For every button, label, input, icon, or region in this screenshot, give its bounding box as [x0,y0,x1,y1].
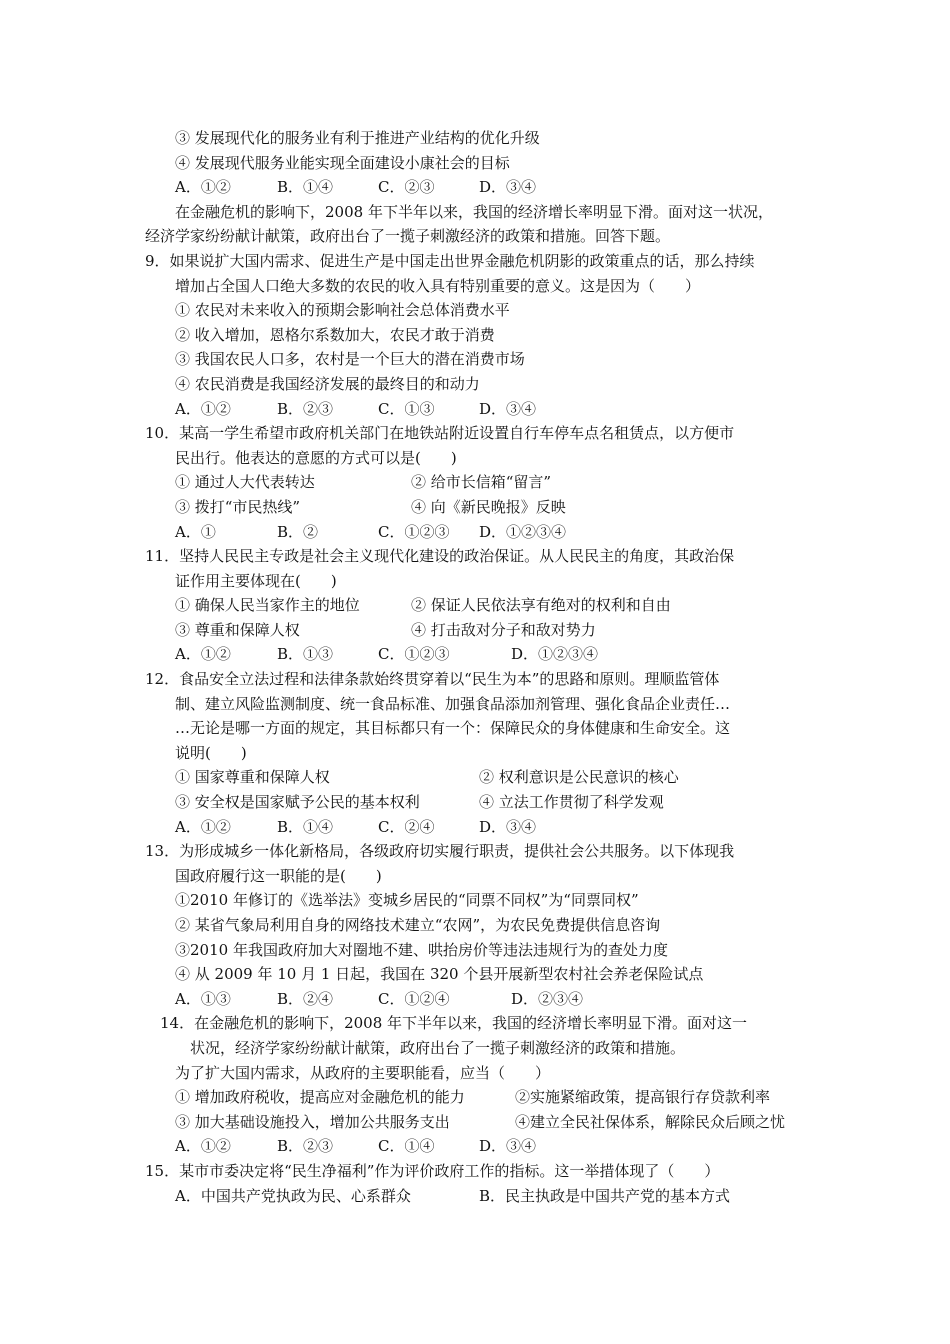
answer-c: C．①③ [378,399,435,418]
q14-options-row-2 [0,1110,950,1135]
answer-d: D．①②③④ [511,645,599,664]
q13-answers [0,987,950,1012]
q12-option-3: ③ 安全权是国家赋予公民的基本权利 [175,793,420,812]
answer-c: C．①②④ [378,989,450,1008]
q9-option-2: ② 收入增加，恩格尔系数加大，农民才敢于消费 [175,325,495,344]
q14-stem-2: 状况，经济学家纷纷献计献策，政府出台了一揽子刺激经济的政策和措施。 [190,1038,686,1057]
q14-option-4: ④建立全民社保体系，解除民众后顾之忧 [515,1112,786,1131]
q13-stem-2: 国政府履行这一职能的是( ) [175,866,382,885]
q9-option-4: ④ 农民消费是我国经济发展的最终目的和动力 [175,374,480,393]
q12-option-4: ④ 立法工作贯彻了科学发观 [479,793,664,812]
q10-options-row-2 [0,495,950,520]
answer-a: A．①② [175,1137,231,1156]
q10-option-1: ① 通过人大代表转达 [175,473,315,492]
answer-b: B．①③ [277,645,334,664]
q12-option-2: ② 权利意识是公民意识的核心 [479,768,679,787]
q11-options-row-2 [0,618,950,643]
q11-option-4: ④ 打击敌对分子和敌对势力 [411,620,596,639]
q10-answers [0,520,950,545]
answer-d: D．①②③④ [479,522,567,541]
q14-option-1: ① 增加政府税收，提高应对金融危机的能力 [175,1088,465,1107]
answer-b: B．②③ [277,399,334,418]
q9-option-1: ① 农民对未来收入的预期会影响社会总体消费水平 [175,301,510,320]
q8-option-3: ③ 发展现代化的服务业有利于推进产业结构的优化升级 [175,129,540,147]
q12-stem-4: 说明( ) [175,743,247,762]
q11-option-2: ② 保证人民依法享有绝对的权利和自由 [411,596,671,615]
q10-stem-1: 10．某高一学生希望市政府机关部门在地铁站附近设置自行车停车点名租赁点，以方便市 [145,424,735,443]
answer-c: C．②④ [378,817,435,836]
q11-options-row-1 [0,593,950,618]
q15-options-row-1 [0,1184,950,1209]
answer-c: C．②③ [378,178,435,197]
answer-a: A．①② [175,178,231,197]
answer-a: A．① [175,522,216,541]
q14-stem-1: 14．在金融危机的影响下，2008 年下半年以来，我国的经济增长率明显下滑。面对这一 [160,1014,748,1033]
q13-option-4: ④ 从 2009 年 10 月 1 日起，我国在 320 个县开展新型农村社会养老保险试点 [175,965,704,984]
answer-b: B．①④ [277,817,334,836]
answer-b: B．②③ [277,1137,334,1156]
answer-c: C．①④ [378,1137,435,1156]
q14-option-2: ②实施紧缩政策，提高银行存贷款利率 [515,1088,771,1107]
q10-option-2: ② 给市长信箱“留言” [411,473,552,492]
answer-a: A．①② [175,399,231,418]
answer-b: B．②④ [277,989,334,1008]
answer-a: A．①② [175,645,231,664]
q13-option-1: ①2010 年修订的《选举法》变城乡居民的“同票不同权”为“同票同权” [175,891,639,910]
q14-options-row-1 [0,1085,950,1110]
q9-stem-1: 9．如果说扩大国内需求、促进生产是中国走出世界金融危机阴影的政策重点的话，那么持续 [145,251,755,270]
q12-stem-1: 12．食品安全立法过程和法律条款始终贯穿着以“民生为本”的思路和原则。理顺监管体 [145,670,720,689]
answer-a: A．①② [175,817,231,836]
q13-stem-1: 13．为形成城乡一体化新格局，各级政府切实履行职责，提供社会公共服务。以下体现我 [145,842,735,861]
q13-option-2: ② 某省气象局利用自身的网络技术建立“农网”，为农民免费提供信息咨询 [175,916,661,934]
answer-d: D．③④ [479,817,537,836]
answer-d: D．③④ [479,1137,537,1156]
answer-b: B．② [277,522,319,541]
q12-option-1: ① 国家尊重和保障人权 [175,768,330,787]
q11-option-1: ① 确保人民当家作主的地位 [175,596,360,615]
q11-stem-2: 证作用主要体现在( ) [175,571,337,590]
q8-option-4: ④ 发展现代服务业能实现全面建设小康社会的目标 [175,153,510,172]
answer-d: D．③④ [479,178,537,197]
q10-options-row-1 [0,470,950,495]
q14-option-3: ③ 加大基础设施投入，增加公共服务支出 [175,1112,450,1131]
q11-option-3: ③ 尊重和保障人权 [175,620,300,639]
exam-page [0,126,950,1208]
q12-stem-3: …无论是哪一方面的规定，其目标都只有一个：保障民众的身体健康和生命安全。这 [175,719,731,738]
q15-option-b: B．民主执政是中国共产党的基本方式 [479,1186,731,1205]
q14-stem-3: 为了扩大国内需求，从政府的主要职能看，应当（ ） [175,1063,551,1082]
q10-option-3: ③ 拨打“市民热线” [175,497,301,516]
q15-option-a: A．中国共产党执政为民、心系群众 [175,1186,411,1205]
q9-option-3: ③ 我国农民人口多，农村是一个巨大的潜在消费市场 [175,350,525,369]
answer-a: A．①③ [175,989,231,1008]
q13-option-3: ③2010 年我国政府加大对圈地不建、哄抬房价等违法违规行为的查处力度 [175,940,668,959]
q10-option-4: ④ 向《新民晚报》反映 [411,497,566,516]
q11-stem-1: 11．坚持人民民主专政是社会主义现代化建设的政治保证。从人民民主的角度，其政治保 [145,547,735,566]
q10-stem-2: 民出行。他表达的意愿的方式可以是( ) [175,448,457,467]
intro-line-1: 在金融危机的影响下，2008 年下半年以来，我国的经济增长率明显下滑。面对这一状况， [175,202,773,221]
intro-line-2: 经济学家纷纷献计献策，政府出台了一揽子刺激经济的政策和措施。回答下题。 [145,227,671,246]
q12-stem-2: 制、建立风险监测制度、统一食品标准、加强食品添加剂管理、强化食品企业责任… [175,694,731,713]
q9-stem-2: 增加占全国人口绝大多数的农民的收入具有特别重要的意义。这是因为（ ） [175,276,701,295]
q12-options-row-2 [0,790,950,815]
answer-c: C．①②③ [378,522,450,541]
q9-answers [0,397,950,422]
q12-answers [0,815,950,840]
q15-stem-1: 15．某市市委决定将“民生净福利”作为评价政府工作的指标。这一举措体现了（ ） [145,1161,720,1180]
q12-options-row-1 [0,765,950,790]
answer-b: B．①④ [277,178,334,197]
answer-d: D．②③④ [511,989,584,1008]
answer-d: D．③④ [479,399,537,418]
q14-answers [0,1134,950,1159]
answer-c: C．①②③ [378,645,450,664]
q11-answers [0,642,950,667]
q8-answers [0,175,950,200]
